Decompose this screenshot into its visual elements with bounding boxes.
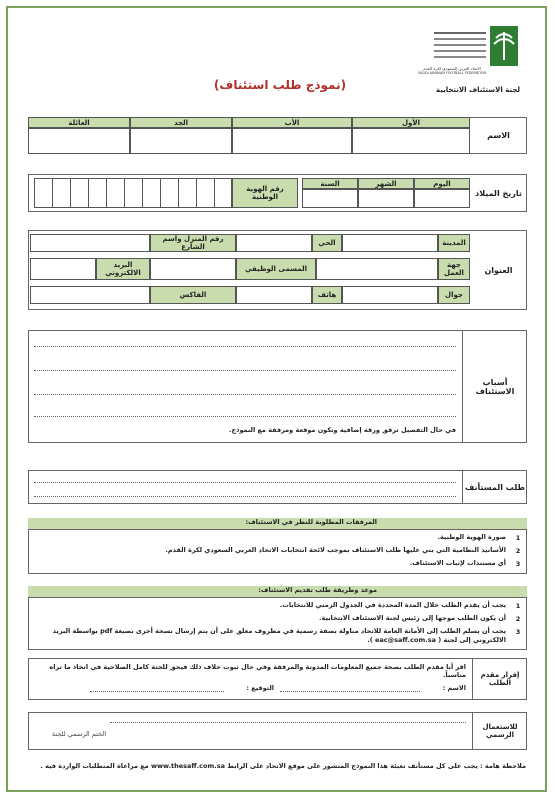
official-stamp-label: الختم الرسمي للجنة bbox=[51, 730, 107, 738]
birth-year-field[interactable] bbox=[302, 189, 358, 208]
national-id-boxes[interactable] bbox=[34, 178, 232, 208]
job-title-field[interactable] bbox=[150, 258, 236, 280]
attachment-num-3: 3 bbox=[515, 560, 521, 568]
attachments-title: المرفقات المطلوبة للنظر في الاستئناف: bbox=[28, 518, 527, 530]
birth-month-field[interactable] bbox=[358, 189, 414, 208]
reasons-line-2[interactable] bbox=[34, 370, 456, 371]
job-title-label: المسمى الوظيفي bbox=[236, 258, 316, 280]
declaration-name-label: الاسم : bbox=[442, 684, 466, 692]
city-field[interactable] bbox=[342, 234, 438, 252]
workplace-label: جهة العمل bbox=[438, 258, 470, 280]
timing-title: موعد وطريقة طلب تقديم الاستئناف: bbox=[28, 586, 527, 598]
timing-num-3: 3 bbox=[515, 628, 521, 636]
timing-item-2: أن يكون الطلب موجها إلى رئيس لجنة الاستئناف الانتخابية. bbox=[319, 614, 506, 622]
name-family-header: العائلة bbox=[28, 117, 130, 128]
request-line-1[interactable] bbox=[34, 482, 456, 483]
reasons-line-1[interactable] bbox=[34, 346, 456, 347]
birth-month-header: الشهر bbox=[358, 178, 414, 189]
birth-day-header: اليوم bbox=[414, 178, 470, 189]
fax-label: الفاكس bbox=[150, 286, 236, 304]
declaration-sign-label: التوقيع : bbox=[246, 684, 274, 692]
email-label: البريد الالكتروني bbox=[96, 258, 150, 280]
reasons-line-4[interactable] bbox=[34, 416, 456, 417]
name-grandfather-field[interactable] bbox=[130, 128, 232, 154]
mobile-field[interactable] bbox=[342, 286, 438, 304]
request-label: طلب المستأنف bbox=[464, 482, 526, 492]
name-label: الاسم bbox=[487, 131, 510, 140]
name-father-header: الأب bbox=[232, 117, 352, 128]
attachment-item-2: الأسانيد النظامية التي بني عليها طلب الاستئناف بموجب لائحة انتخابات الاتحاد العربي السعودي لكرة القدم. bbox=[165, 546, 506, 554]
name-first-header: الأول bbox=[352, 117, 470, 128]
phone-field[interactable] bbox=[236, 286, 312, 304]
birth-year-header: السنة bbox=[302, 178, 358, 189]
timing-item-1: يجب أن يقدم الطلب خلال المدة المحددة في الجدول الزمني للانتخابات. bbox=[279, 601, 506, 609]
birth-label: تاريخ الميلاد bbox=[475, 188, 522, 198]
address-label: العنوان bbox=[484, 265, 513, 275]
birth-day-field[interactable] bbox=[414, 189, 470, 208]
declaration-label: إقرار مقدم الطلب bbox=[480, 671, 520, 687]
timing-num-2: 2 bbox=[515, 615, 521, 623]
city-label: المدينة bbox=[438, 234, 470, 252]
house-street-field[interactable] bbox=[30, 234, 150, 252]
attachment-item-3: أي مستندات لإثبات الاستئناف. bbox=[409, 559, 506, 567]
footer-note: ملاحظة هامة : يجب على كل مستأنف تعبئة هذا النموذج المنشور على موقع الاتحاد على الرابط www.thesaff.com.sa مع مراعاة المتطلبات الواردة فيه . bbox=[40, 762, 526, 770]
mobile-label: جوال bbox=[438, 286, 470, 304]
request-line-2[interactable] bbox=[34, 496, 456, 497]
timing-item-3: يجب أن يسلم الطلب إلى الأمانة العامة للاتحاد مناولة بصفة رسمية في مظروف مغلق على أن يتم إرسال نسخة أخرى بصيغة pdf بواسطة البريد الالكتروني إلى لجنة ( eac@saff.com.sa ). bbox=[52, 627, 506, 644]
reasons-line-3[interactable] bbox=[34, 394, 456, 395]
name-first-field[interactable] bbox=[352, 128, 470, 154]
house-street-label: رقم المنزل واسم الشارع bbox=[150, 234, 236, 252]
attachment-num-2: 2 bbox=[515, 547, 521, 555]
email-field[interactable] bbox=[30, 258, 96, 280]
reasons-label: أسباب الاستئناف bbox=[475, 377, 515, 396]
timing-num-1: 1 bbox=[515, 602, 521, 610]
committee-name: لجنة الاستئناف الانتخابية bbox=[436, 86, 520, 94]
reasons-note: في حال التفصيل ترفق ورقة إضافية وتكون موقعة ومرفقة مع النموذج. bbox=[228, 426, 456, 434]
name-grandfather-header: الجد bbox=[130, 117, 232, 128]
district-label: الحي bbox=[312, 234, 342, 252]
attachment-num-1: 1 bbox=[515, 534, 521, 542]
name-father-field[interactable] bbox=[232, 128, 352, 154]
declaration-sign-field[interactable] bbox=[90, 691, 224, 692]
logo-text-english: SAUDI ARABIAN FOOTBALL FEDERATION bbox=[417, 71, 487, 75]
declaration-text: اقر أنا مقدم الطلب بصحة جميع المعلومات المدونة والمرفقة وفي حال ثبوت خلاف ذلك فيحق للجنة كامل الصلاحية في اتخاذ ما تراه مناسباً. bbox=[49, 663, 466, 679]
request-section bbox=[28, 470, 527, 504]
page-title: (نموذج طلب استئناف) bbox=[213, 78, 347, 92]
official-line[interactable] bbox=[110, 722, 466, 723]
declaration-name-field[interactable] bbox=[280, 691, 420, 692]
workplace-field[interactable] bbox=[316, 258, 438, 280]
name-family-field[interactable] bbox=[28, 128, 130, 154]
fax-field[interactable] bbox=[30, 286, 150, 304]
national-id-label: رقم الهوية الوطنية bbox=[232, 178, 298, 208]
attachment-item-1: صورة الهوية الوطنية. bbox=[437, 533, 506, 541]
logo-text-arabic: الاتحاد العربي السعودي لكرة القدم bbox=[423, 66, 481, 71]
official-label: للاستعمال الرسمي bbox=[482, 723, 518, 739]
district-field[interactable] bbox=[236, 234, 312, 252]
phone-label: هاتف bbox=[312, 286, 342, 304]
